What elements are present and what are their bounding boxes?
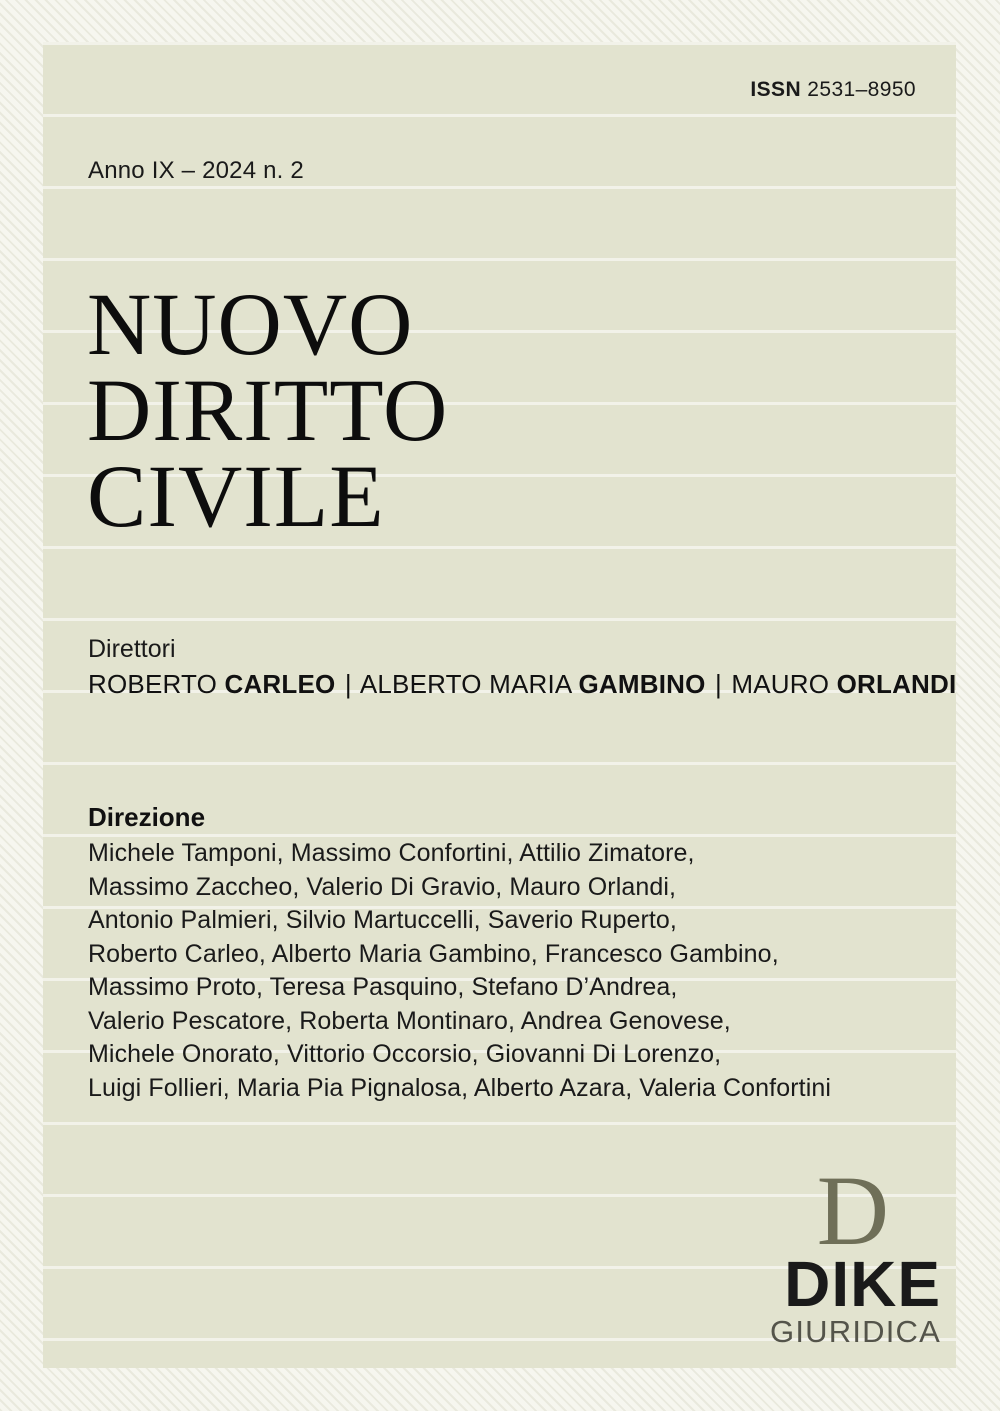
title-line-1: NUOVO — [87, 276, 414, 374]
board-line: Michele Tamponi, Massimo Confortini, Attilio Zimatore, — [88, 839, 695, 867]
publisher-name: DIKE — [784, 1248, 941, 1320]
editor-3-last: ORLANDI — [836, 669, 956, 699]
editor-1-last: CARLEO — [224, 669, 336, 699]
board-line: Luigi Follieri, Maria Pia Pignalosa, Alberto Azara, Valeria Confortini — [88, 1073, 832, 1102]
editor-2-last: GAMBINO — [578, 669, 706, 699]
publisher-subtitle: GIURIDICA — [770, 1314, 941, 1349]
board-line: Massimo Zaccheo, Valerio Di Gravio, Mauro Orlandi, — [88, 872, 677, 901]
issn-line — [750, 78, 916, 102]
issn-number: 2531–8950 — [807, 78, 916, 101]
editor-1-first: ROBERTO — [88, 669, 218, 699]
editor-3-first: MAURO — [731, 669, 830, 699]
board-line: Massimo Proto, Teresa Pasquino, Stefano D’Andrea, — [88, 973, 678, 1001]
title-line-3: CIVILE — [87, 448, 385, 546]
editors-separator-2: | — [714, 669, 722, 699]
board-members — [88, 837, 928, 1105]
title-line-2: DIRITTO — [87, 362, 449, 460]
editor-2-first: ALBERTO MARIA — [359, 669, 572, 699]
board-title: Direzione — [88, 802, 206, 832]
journal-cover — [43, 42, 956, 1368]
issn-label: ISSN — [750, 78, 802, 101]
publisher-monogram-icon: D — [816, 1155, 889, 1266]
editors-names — [88, 669, 956, 700]
editors-label: Direttori — [88, 635, 176, 663]
board-line: Michele Onorato, Vittorio Occorsio, Giovanni Di Lorenzo, — [88, 1040, 722, 1068]
editors-separator-1: | — [344, 669, 352, 699]
issue-line: Anno IX – 2024 n. 2 — [88, 157, 304, 184]
publisher-logo — [770, 1155, 941, 1350]
board-line: Valerio Pescatore, Roberta Montinaro, Andrea Genovese, — [88, 1006, 731, 1035]
journal-title — [87, 276, 887, 546]
board-line: Antonio Palmieri, Silvio Martuccelli, Saverio Ruperto, — [88, 906, 677, 934]
board-line: Roberto Carleo, Alberto Maria Gambino, Francesco Gambino, — [88, 939, 779, 968]
